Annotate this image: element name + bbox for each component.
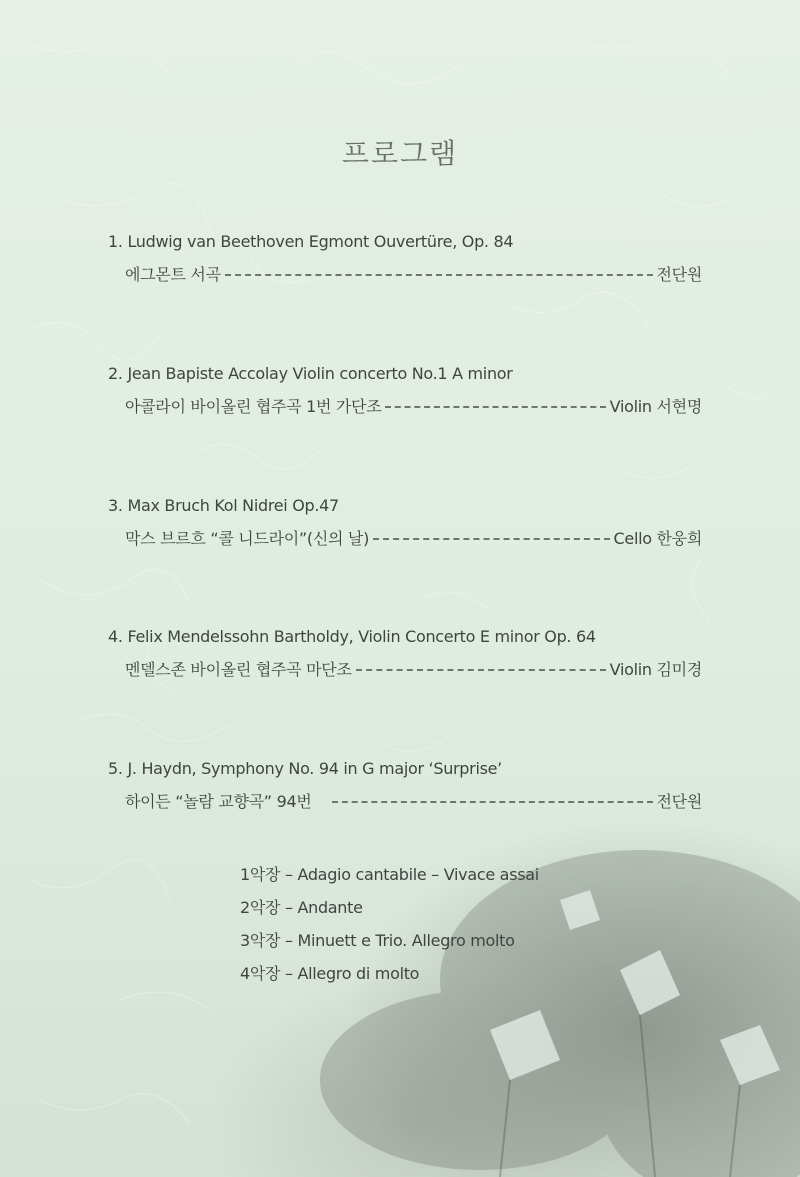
dashed-leader — [385, 406, 605, 408]
program-item-detail — [125, 397, 702, 417]
program-item-title: 5. J. Haydn, Symphony No. 94 in G major ‘Surprise’ — [108, 759, 502, 778]
program-item-title: 2. Jean Bapiste Accolay Violin concerto No.1 A minor — [108, 364, 513, 383]
dashed-leader — [332, 801, 653, 803]
program-item-performer: Violin 김미경 — [609, 660, 702, 679]
dashed-leader — [373, 538, 610, 540]
program-item-performer: 전단원 — [656, 265, 702, 284]
program-item-detail — [125, 265, 702, 285]
program-item-title: 4. Felix Mendelssohn Bartholdy, Violin Concerto E minor Op. 64 — [108, 627, 596, 646]
program-item-korean: 막스 브르흐 “콜 니드라이”(신의 날) — [125, 529, 370, 548]
program-item-korean: 멘델스존 바이올린 협주곡 마단조 — [125, 660, 352, 679]
movement-item: 1악장 – Adagio cantabile – Vivace assai — [240, 865, 539, 884]
program-item-detail — [125, 529, 702, 549]
program-item-detail — [125, 792, 702, 812]
program-item-5 — [108, 759, 708, 812]
movement-item: 4악장 – Allegro di molto — [240, 964, 420, 983]
program-item-2 — [108, 364, 708, 417]
program-item-title: 3. Max Bruch Kol Nidrei Op.47 — [108, 496, 339, 515]
program-item-performer: 전단원 — [656, 792, 702, 811]
program-item-1 — [108, 232, 708, 285]
movement-item: 2악장 – Andante — [240, 898, 363, 917]
movement-item: 3악장 – Minuett e Trio. Allegro molto — [240, 931, 515, 950]
page-title: 프로그램 — [341, 137, 459, 170]
program-item-3 — [108, 496, 708, 549]
program-item-title: 1. Ludwig van Beethoven Egmont Ouvertüre, Op. 84 — [108, 232, 514, 251]
program-item-korean: 에그몬트 서곡 — [125, 265, 221, 284]
program-item-4 — [108, 627, 708, 680]
dashed-leader — [356, 669, 606, 671]
symphony-movements — [240, 858, 539, 990]
dashed-leader — [225, 274, 653, 276]
program-item-performer: Violin 서현명 — [609, 397, 702, 416]
program-item-performer: Cello 한웅희 — [613, 529, 702, 548]
program-item-korean: 아콜라이 바이올린 협주곡 1번 가단조 — [125, 397, 382, 416]
program-item-detail — [125, 660, 702, 680]
program-item-korean: 하이든 “놀람 교향곡” 94번 — [125, 792, 312, 811]
